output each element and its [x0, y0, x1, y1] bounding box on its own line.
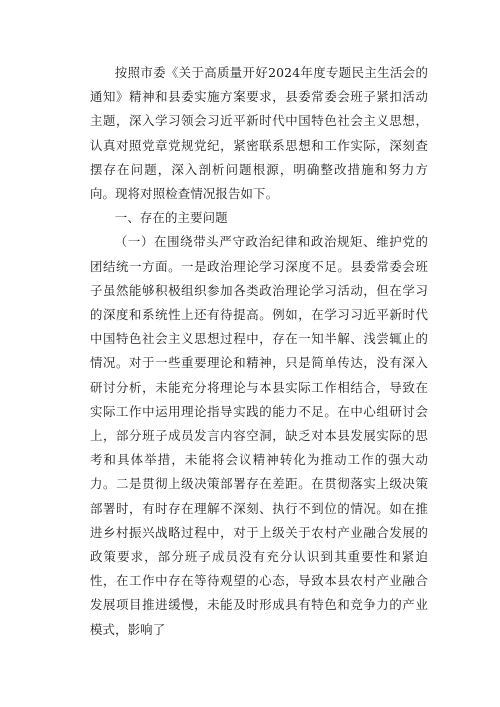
section-heading: 一、存在的主要问题: [114, 210, 228, 226]
intro-paragraph: 按照市委《关于高质量开好2024年度专题民主生活会的通知》精神和县委实施方案要求，县委常委会班子紧扣活动主题，深入学习领会习近平新时代中国特色社会主义思想，认真对照党章党规党纪，紧密联系思想和工作实际，深刻查摆存在问题，深入剖析问题根源，明确整改措施和努力方向。现将对照检查情况报告如下。: [90, 65, 428, 202]
body-paragraph: （一）在围绕带头严守政治纪律和政治规矩、维护党的团结统一方面。一是政治理论学习深度不足。县委常委会班子虽然能够积极组织参加各类政治理论学习活动，但在学习的深度和系统性上还有待提高。例如，在学习习近平新时代中国特色社会主义思想过程中，存在一知半解、浅尝辄止的情况。对于一些重要理论和精神，只是简单传达，没有深入研讨分析，未能充分将理论与本县实际工作相结合，导致在实际工作中运用理论指导实践的能力不足。在中心组研讨会上，部分班子成员发言内容空洞，缺乏对本县发展实际的思考和具体举措，未能将会议精神转化为推动工作的强大动力。二是贯彻上级决策部署存在差距。在贯彻落实上级决策部署时，有时存在理解不深刻、执行不到位的情况。如在推进乡村振兴战略过程中，对于上级关于农村产业融合发展的政策要求，部分班子成员没有充分认识到其重要性和紧迫性，在工作中存在等待观望的心态，导致本县农村产业融合发展项目推进缓慢，未能及时形成具有特色和竞争力的产业模式，影响了: [90, 234, 428, 637]
document-content: [90, 61, 428, 642]
